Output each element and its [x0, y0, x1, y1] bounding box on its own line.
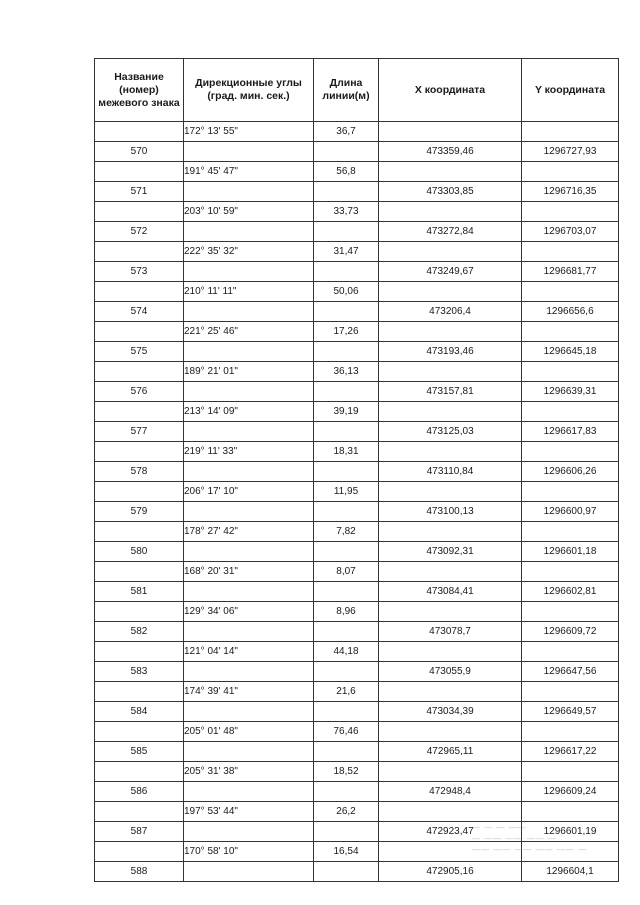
- line-length-cell: [314, 262, 379, 282]
- direction-angle-cell: [184, 782, 314, 802]
- line-length-cell: 7,82: [314, 522, 379, 542]
- direction-angle-cell: 170° 58' 10": [184, 842, 314, 862]
- mark-name-cell: 588: [95, 862, 184, 882]
- x-coordinate-cell: 472965,11: [379, 742, 522, 762]
- mark-name-cell: [95, 722, 184, 742]
- direction-angle-cell: 205° 31' 38": [184, 762, 314, 782]
- mark-name-cell: [95, 402, 184, 422]
- direction-angle-cell: 191° 45' 47": [184, 162, 314, 182]
- direction-angle-cell: [184, 382, 314, 402]
- line-length-cell: 33,73: [314, 202, 379, 222]
- direction-angle-cell: 210° 11' 11": [184, 282, 314, 302]
- y-coordinate-cell: 1296600,97: [522, 502, 619, 522]
- y-coordinate-cell: [522, 242, 619, 262]
- table-row: [95, 162, 619, 182]
- mark-name-cell: [95, 762, 184, 782]
- line-length-cell: [314, 742, 379, 762]
- line-length-cell: 36,13: [314, 362, 379, 382]
- y-coordinate-cell: 1296601,19: [522, 822, 619, 842]
- y-coordinate-cell: 1296601,18: [522, 542, 619, 562]
- y-coordinate-cell: [522, 642, 619, 662]
- header-mark-name: Название (номер) межевого знака: [95, 59, 184, 122]
- y-coordinate-cell: [522, 482, 619, 502]
- table-row: [95, 122, 619, 142]
- mark-name-cell: [95, 682, 184, 702]
- direction-angle-cell: 174° 39' 41": [184, 682, 314, 702]
- y-coordinate-cell: [522, 402, 619, 422]
- table-row: [95, 542, 619, 562]
- mark-name-cell: 577: [95, 422, 184, 442]
- mark-name-cell: 578: [95, 462, 184, 482]
- table-row: [95, 522, 619, 542]
- mark-name-cell: 573: [95, 262, 184, 282]
- stamp-line: — —— —— —— —: [472, 834, 557, 843]
- mark-name-cell: [95, 522, 184, 542]
- direction-angle-cell: 213° 14' 09": [184, 402, 314, 422]
- line-length-cell: [314, 462, 379, 482]
- table-row: [95, 382, 619, 402]
- line-length-cell: 31,47: [314, 242, 379, 262]
- table-row: [95, 342, 619, 362]
- line-length-cell: 11,95: [314, 482, 379, 502]
- table-row: [95, 762, 619, 782]
- mark-name-cell: 574: [95, 302, 184, 322]
- line-length-cell: 17,26: [314, 322, 379, 342]
- faded-stamp: [472, 822, 622, 880]
- line-length-cell: 8,96: [314, 602, 379, 622]
- y-coordinate-cell: [522, 602, 619, 622]
- table-row: [95, 562, 619, 582]
- y-coordinate-cell: [522, 722, 619, 742]
- y-coordinate-cell: [522, 762, 619, 782]
- line-length-cell: [314, 622, 379, 642]
- x-coordinate-cell: [379, 482, 522, 502]
- mark-name-cell: 586: [95, 782, 184, 802]
- mark-name-cell: [95, 602, 184, 622]
- table-row: [95, 202, 619, 222]
- direction-angle-cell: [184, 182, 314, 202]
- x-coordinate-cell: 473157,81: [379, 382, 522, 402]
- mark-name-cell: [95, 482, 184, 502]
- direction-angle-cell: [184, 862, 314, 882]
- table-row: [95, 222, 619, 242]
- y-coordinate-cell: [522, 162, 619, 182]
- x-coordinate-cell: 473249,67: [379, 262, 522, 282]
- x-coordinate-cell: 473272,84: [379, 222, 522, 242]
- mark-name-cell: [95, 322, 184, 342]
- mark-name-cell: [95, 562, 184, 582]
- mark-name-cell: 570: [95, 142, 184, 162]
- mark-name-cell: 584: [95, 702, 184, 722]
- y-coordinate-cell: 1296604,1: [522, 862, 619, 882]
- mark-name-cell: [95, 642, 184, 662]
- x-coordinate-cell: 473100,13: [379, 502, 522, 522]
- y-coordinate-cell: [522, 362, 619, 382]
- table-row: [95, 662, 619, 682]
- line-length-cell: 56,8: [314, 162, 379, 182]
- table-row: [95, 422, 619, 442]
- line-length-cell: [314, 502, 379, 522]
- y-coordinate-cell: [522, 202, 619, 222]
- line-length-cell: [314, 542, 379, 562]
- mark-name-cell: [95, 162, 184, 182]
- x-coordinate-cell: [379, 682, 522, 702]
- line-length-cell: 18,31: [314, 442, 379, 462]
- table-row: [95, 502, 619, 522]
- header-line-length: Длина линии(м): [314, 59, 379, 122]
- y-coordinate-cell: 1296602,81: [522, 582, 619, 602]
- y-coordinate-cell: 1296656,6: [522, 302, 619, 322]
- header-row: [95, 59, 619, 122]
- x-coordinate-cell: 473055,9: [379, 662, 522, 682]
- y-coordinate-cell: 1296609,24: [522, 782, 619, 802]
- direction-angle-cell: [184, 302, 314, 322]
- mark-name-cell: 579: [95, 502, 184, 522]
- y-coordinate-cell: 1296639,31: [522, 382, 619, 402]
- direction-angle-cell: [184, 582, 314, 602]
- x-coordinate-cell: [379, 642, 522, 662]
- x-coordinate-cell: [379, 602, 522, 622]
- x-coordinate-cell: [379, 282, 522, 302]
- table-row: [95, 142, 619, 162]
- x-coordinate-cell: 472948,4: [379, 782, 522, 802]
- x-coordinate-cell: 473084,41: [379, 582, 522, 602]
- line-length-cell: 26,2: [314, 802, 379, 822]
- direction-angle-cell: 178° 27' 42": [184, 522, 314, 542]
- mark-name-cell: 582: [95, 622, 184, 642]
- line-length-cell: [314, 222, 379, 242]
- direction-angle-cell: [184, 822, 314, 842]
- line-length-cell: [314, 422, 379, 442]
- mark-name-cell: 583: [95, 662, 184, 682]
- direction-angle-cell: 219° 11' 33": [184, 442, 314, 462]
- line-length-cell: 16,54: [314, 842, 379, 862]
- table-header: [95, 59, 619, 122]
- y-coordinate-cell: [522, 442, 619, 462]
- line-length-cell: 44,18: [314, 642, 379, 662]
- direction-angle-cell: 203° 10' 59": [184, 202, 314, 222]
- table-row: [95, 802, 619, 822]
- x-coordinate-cell: [379, 122, 522, 142]
- mark-name-cell: [95, 802, 184, 822]
- table-row: [95, 602, 619, 622]
- mark-name-cell: 575: [95, 342, 184, 362]
- line-length-cell: [314, 382, 379, 402]
- mark-name-cell: 576: [95, 382, 184, 402]
- y-coordinate-cell: 1296609,72: [522, 622, 619, 642]
- x-coordinate-cell: [379, 242, 522, 262]
- direction-angle-cell: [184, 702, 314, 722]
- line-length-cell: 76,46: [314, 722, 379, 742]
- mark-name-cell: 580: [95, 542, 184, 562]
- direction-angle-cell: 129° 34' 06": [184, 602, 314, 622]
- x-coordinate-cell: [379, 562, 522, 582]
- y-coordinate-cell: [522, 522, 619, 542]
- x-coordinate-cell: [379, 202, 522, 222]
- table-row: [95, 582, 619, 602]
- table-row: [95, 742, 619, 762]
- y-coordinate-cell: [522, 282, 619, 302]
- line-length-cell: 50,06: [314, 282, 379, 302]
- y-coordinate-cell: [522, 122, 619, 142]
- direction-angle-cell: [184, 462, 314, 482]
- line-length-cell: [314, 302, 379, 322]
- line-length-cell: [314, 702, 379, 722]
- table-row: [95, 622, 619, 642]
- direction-angle-cell: 222° 35' 32": [184, 242, 314, 262]
- header-y-coordinate: Y координата: [522, 59, 619, 122]
- table-row: [95, 782, 619, 802]
- line-length-cell: [314, 582, 379, 602]
- y-coordinate-cell: 1296617,83: [522, 422, 619, 442]
- line-length-cell: 18,52: [314, 762, 379, 782]
- direction-angle-cell: 121° 04' 14": [184, 642, 314, 662]
- table-row: [95, 322, 619, 342]
- y-coordinate-cell: 1296645,18: [522, 342, 619, 362]
- x-coordinate-cell: [379, 442, 522, 462]
- x-coordinate-cell: 473359,46: [379, 142, 522, 162]
- line-length-cell: 21,6: [314, 682, 379, 702]
- y-coordinate-cell: 1296703,07: [522, 222, 619, 242]
- direction-angle-cell: 205° 01' 48": [184, 722, 314, 742]
- line-length-cell: 8,07: [314, 562, 379, 582]
- table-body: [95, 122, 619, 882]
- table-row: [95, 362, 619, 382]
- x-coordinate-cell: [379, 322, 522, 342]
- table-row: [95, 482, 619, 502]
- direction-angle-cell: [184, 502, 314, 522]
- table-row: [95, 642, 619, 662]
- direction-angle-cell: [184, 742, 314, 762]
- y-coordinate-cell: 1296716,35: [522, 182, 619, 202]
- x-coordinate-cell: 473125,03: [379, 422, 522, 442]
- line-length-cell: [314, 862, 379, 882]
- y-coordinate-cell: [522, 322, 619, 342]
- direction-angle-cell: 206° 17' 10": [184, 482, 314, 502]
- table-row: [95, 402, 619, 422]
- table-row: [95, 462, 619, 482]
- y-coordinate-cell: 1296681,77: [522, 262, 619, 282]
- mark-name-cell: 585: [95, 742, 184, 762]
- y-coordinate-cell: [522, 682, 619, 702]
- mark-name-cell: 571: [95, 182, 184, 202]
- direction-angle-cell: [184, 622, 314, 642]
- x-coordinate-cell: 473034,39: [379, 702, 522, 722]
- x-coordinate-cell: 473078,7: [379, 622, 522, 642]
- table-row: [95, 302, 619, 322]
- mark-name-cell: [95, 442, 184, 462]
- mark-name-cell: [95, 242, 184, 262]
- table-row: [95, 442, 619, 462]
- line-length-cell: [314, 342, 379, 362]
- line-length-cell: [314, 822, 379, 842]
- x-coordinate-cell: [379, 802, 522, 822]
- x-coordinate-cell: [379, 162, 522, 182]
- y-coordinate-cell: 1296649,57: [522, 702, 619, 722]
- line-length-cell: 36,7: [314, 122, 379, 142]
- line-length-cell: [314, 662, 379, 682]
- table-row: [95, 282, 619, 302]
- line-length-cell: 39,19: [314, 402, 379, 422]
- direction-angle-cell: [184, 542, 314, 562]
- table-row: [95, 682, 619, 702]
- direction-angle-cell: [184, 262, 314, 282]
- header-x-coordinate: X координата: [379, 59, 522, 122]
- mark-name-cell: [95, 282, 184, 302]
- direction-angle-cell: 168° 20' 31": [184, 562, 314, 582]
- stamp-line: — — — ——: [472, 823, 527, 832]
- x-coordinate-cell: 473303,85: [379, 182, 522, 202]
- x-coordinate-cell: 473206,4: [379, 302, 522, 322]
- mark-name-cell: 581: [95, 582, 184, 602]
- table-row: [95, 702, 619, 722]
- table-row: [95, 722, 619, 742]
- direction-angle-cell: 189° 21' 01": [184, 362, 314, 382]
- table-row: [95, 182, 619, 202]
- direction-angle-cell: [184, 662, 314, 682]
- direction-angle-cell: [184, 222, 314, 242]
- x-coordinate-cell: 473193,46: [379, 342, 522, 362]
- direction-angle-cell: 221° 25' 46": [184, 322, 314, 342]
- line-length-cell: [314, 142, 379, 162]
- y-coordinate-cell: [522, 802, 619, 822]
- line-length-cell: [314, 782, 379, 802]
- direction-angle-cell: [184, 422, 314, 442]
- boundary-marks-table: [94, 58, 619, 882]
- mark-name-cell: [95, 362, 184, 382]
- table-row: [95, 262, 619, 282]
- direction-angle-cell: [184, 342, 314, 362]
- x-coordinate-cell: [379, 762, 522, 782]
- mark-name-cell: [95, 122, 184, 142]
- stamp-line: —— —— —— —— —— —: [472, 845, 588, 854]
- x-coordinate-cell: [379, 522, 522, 542]
- y-coordinate-cell: 1296647,56: [522, 662, 619, 682]
- mark-name-cell: 572: [95, 222, 184, 242]
- x-coordinate-cell: 473110,84: [379, 462, 522, 482]
- x-coordinate-cell: 473092,31: [379, 542, 522, 562]
- line-length-cell: [314, 182, 379, 202]
- mark-name-cell: [95, 202, 184, 222]
- direction-angle-cell: 172° 13' 55": [184, 122, 314, 142]
- mark-name-cell: 587: [95, 822, 184, 842]
- header-direction-angle: Дирекционные углы (град. мин. сек.): [184, 59, 314, 122]
- y-coordinate-cell: 1296727,93: [522, 142, 619, 162]
- direction-angle-cell: 197° 53' 44": [184, 802, 314, 822]
- table-row: [95, 242, 619, 262]
- y-coordinate-cell: 1296606,26: [522, 462, 619, 482]
- x-coordinate-cell: 472905,16: [379, 862, 522, 882]
- mark-name-cell: [95, 842, 184, 862]
- y-coordinate-cell: [522, 562, 619, 582]
- x-coordinate-cell: [379, 402, 522, 422]
- x-coordinate-cell: 472923,47: [379, 822, 522, 842]
- x-coordinate-cell: [379, 362, 522, 382]
- y-coordinate-cell: 1296617,22: [522, 742, 619, 762]
- direction-angle-cell: [184, 142, 314, 162]
- x-coordinate-cell: [379, 722, 522, 742]
